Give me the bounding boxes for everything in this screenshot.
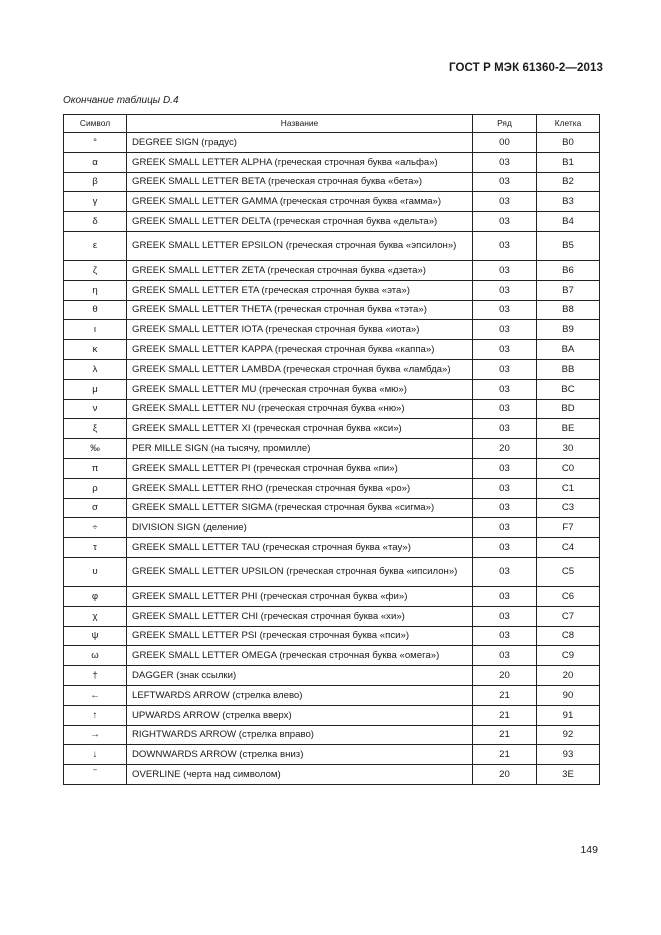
cell-code-cell: B3 [537,192,600,212]
symbol-cell: δ [64,212,127,232]
cell-code-cell: C3 [537,498,600,518]
row-code-cell: 03 [473,399,537,419]
row-code-cell: 03 [473,557,537,586]
row-code-cell: 21 [473,705,537,725]
row-code-cell: 03 [473,231,537,260]
table-row [64,725,600,745]
row-code-cell: 21 [473,725,537,745]
cell-code-cell: B9 [537,320,600,340]
table-row [64,260,600,280]
symbol-cell: ε [64,231,127,260]
symbol-cell: ° [64,133,127,153]
symbol-cell: → [64,725,127,745]
cell-code-cell: BE [537,419,600,439]
row-code-cell: 03 [473,320,537,340]
symbol-cell: λ [64,359,127,379]
name-cell: GREEK SMALL LETTER LAMBDA (греческая строчная буква «ламбда») [127,359,473,379]
symbol-cell: ψ [64,626,127,646]
name-cell: GREEK SMALL LETTER ZETA (греческая строчная буква «дзета») [127,260,473,280]
table-caption: Окончание таблицы D.4 [63,95,179,106]
cell-code-cell: 92 [537,725,600,745]
symbol-cell: † [64,666,127,686]
name-cell: DAGGER (знак ссылки) [127,666,473,686]
cell-code-cell: B2 [537,172,600,192]
table-row [64,458,600,478]
document-header: ГОСТ Р МЭК 61360-2—2013 [449,62,603,74]
symbol-cell: ↓ [64,745,127,765]
symbol-cell: π [64,458,127,478]
cell-code-cell: 20 [537,666,600,686]
cell-code-cell: BA [537,340,600,360]
row-code-cell: 03 [473,478,537,498]
cell-code-cell: C8 [537,626,600,646]
name-cell: DIVISION SIGN (деление) [127,518,473,538]
table-row [64,419,600,439]
table-row [64,399,600,419]
name-cell: OVERLINE (черта над символом) [127,765,473,785]
row-code-cell: 03 [473,379,537,399]
row-code-cell: 00 [473,133,537,153]
name-cell: GREEK SMALL LETTER DELTA (греческая строчная буква «дельта») [127,212,473,232]
table-row [64,666,600,686]
row-code-cell: 03 [473,172,537,192]
table-row [64,320,600,340]
name-cell: GREEK SMALL LETTER NU (греческая строчная буква «ню») [127,399,473,419]
symbol-cell: χ [64,606,127,626]
symbol-cell: ω [64,646,127,666]
table-row [64,745,600,765]
name-cell: GREEK SMALL LETTER RHO (греческая строчная буква «ро») [127,478,473,498]
page-number: 149 [580,844,598,856]
name-cell: GREEK SMALL LETTER ETA (греческая строчная буква «эта») [127,280,473,300]
row-code-cell: 20 [473,666,537,686]
name-cell: GREEK SMALL LETTER GAMMA (греческая строчная буква «гамма») [127,192,473,212]
row-code-cell: 03 [473,646,537,666]
symbol-cell: ρ [64,478,127,498]
name-cell: RIGHTWARDS ARROW (стрелка вправо) [127,725,473,745]
cell-code-cell: C7 [537,606,600,626]
cell-code-cell: 93 [537,745,600,765]
symbol-cell: η [64,280,127,300]
symbol-cell: κ [64,340,127,360]
row-code-cell: 03 [473,260,537,280]
symbol-cell: φ [64,586,127,606]
table-row [64,379,600,399]
name-cell: GREEK SMALL LETTER IOTA (греческая строчная буква «иота») [127,320,473,340]
cell-code-cell: B1 [537,152,600,172]
table-row [64,586,600,606]
row-code-cell: 03 [473,458,537,478]
name-cell: UPWARDS ARROW (стрелка вверх) [127,705,473,725]
row-code-cell: 03 [473,419,537,439]
row-code-cell: 03 [473,498,537,518]
table-row [64,626,600,646]
cell-code-cell: C4 [537,538,600,558]
name-cell: GREEK SMALL LETTER PSI (греческая строчная буква «пси») [127,626,473,646]
table-row [64,340,600,360]
cell-code-cell: 90 [537,685,600,705]
table-row [64,498,600,518]
symbol-cell: ‾ [64,765,127,785]
table-header-row [64,115,600,133]
name-cell: DEGREE SIGN (градус) [127,133,473,153]
name-cell: DOWNWARDS ARROW (стрелка вниз) [127,745,473,765]
table-row [64,538,600,558]
name-cell: GREEK SMALL LETTER OMEGA (греческая строчная буква «омега») [127,646,473,666]
cell-code-cell: C5 [537,557,600,586]
row-code-cell: 21 [473,685,537,705]
symbol-cell: γ [64,192,127,212]
row-code-cell: 21 [473,745,537,765]
column-header-cell: Клетка [537,115,600,133]
cell-code-cell: 91 [537,705,600,725]
symbol-cell: ι [64,320,127,340]
row-code-cell: 20 [473,765,537,785]
row-code-cell: 03 [473,340,537,360]
symbol-cell: ξ [64,419,127,439]
row-code-cell: 03 [473,586,537,606]
symbol-cell: μ [64,379,127,399]
symbol-cell: θ [64,300,127,320]
table-row [64,152,600,172]
cell-code-cell: C0 [537,458,600,478]
row-code-cell: 03 [473,606,537,626]
cell-code-cell: 3E [537,765,600,785]
cell-code-cell: B6 [537,260,600,280]
cell-code-cell: BD [537,399,600,419]
table-row [64,212,600,232]
row-code-cell: 03 [473,152,537,172]
name-cell: GREEK SMALL LETTER KAPPA (греческая строчная буква «каппа») [127,340,473,360]
row-code-cell: 03 [473,280,537,300]
cell-code-cell: B8 [537,300,600,320]
cell-code-cell: BC [537,379,600,399]
table-row [64,478,600,498]
table-body [64,133,600,785]
cell-code-cell: B4 [537,212,600,232]
table-row [64,280,600,300]
cell-code-cell: 30 [537,439,600,459]
name-cell: GREEK SMALL LETTER PHI (греческая строчная буква «фи») [127,586,473,606]
table-row [64,518,600,538]
cell-code-cell: C9 [537,646,600,666]
table-row [64,646,600,666]
table-row [64,192,600,212]
row-code-cell: 03 [473,538,537,558]
table-row [64,765,600,785]
table-row [64,359,600,379]
row-code-cell: 20 [473,439,537,459]
table-row [64,231,600,260]
cell-code-cell: BB [537,359,600,379]
row-code-cell: 03 [473,212,537,232]
column-header-name: Название [127,115,473,133]
row-code-cell: 03 [473,518,537,538]
name-cell: GREEK SMALL LETTER THETA (греческая строчная буква «тэта») [127,300,473,320]
row-code-cell: 03 [473,626,537,646]
table-row [64,300,600,320]
symbol-cell: τ [64,538,127,558]
table-row [64,439,600,459]
symbol-cell: υ [64,557,127,586]
symbol-cell: ÷ [64,518,127,538]
symbol-cell: α [64,152,127,172]
name-cell: GREEK SMALL LETTER TAU (греческая строчная буква «тау») [127,538,473,558]
symbol-cell: ν [64,399,127,419]
row-code-cell: 03 [473,359,537,379]
name-cell: PER MILLE SIGN (на тысячу, промилле) [127,439,473,459]
column-header-row: Ряд [473,115,537,133]
column-header-symbol: Символ [64,115,127,133]
symbol-cell: ‰ [64,439,127,459]
name-cell: GREEK SMALL LETTER CHI (греческая строчная буква «хи») [127,606,473,626]
cell-code-cell: C6 [537,586,600,606]
row-code-cell: 03 [473,300,537,320]
symbol-cell: σ [64,498,127,518]
name-cell: LEFTWARDS ARROW (стрелка влево) [127,685,473,705]
table-row [64,172,600,192]
name-cell: GREEK SMALL LETTER MU (греческая строчная буква «мю») [127,379,473,399]
cell-code-cell: C1 [537,478,600,498]
cell-code-cell: B5 [537,231,600,260]
cell-code-cell: F7 [537,518,600,538]
table-row [64,685,600,705]
row-code-cell: 03 [473,192,537,212]
symbol-cell: ↑ [64,705,127,725]
table-row [64,606,600,626]
name-cell: GREEK SMALL LETTER EPSILON (греческая строчная буква «эпсилон») [127,231,473,260]
symbol-cell: β [64,172,127,192]
symbol-cell: ζ [64,260,127,280]
table-row [64,705,600,725]
table-row [64,133,600,153]
symbols-table [63,114,600,785]
symbol-cell: ← [64,685,127,705]
name-cell: GREEK SMALL LETTER UPSILON (греческая строчная буква «ипсилон») [127,557,473,586]
cell-code-cell: B7 [537,280,600,300]
name-cell: GREEK SMALL LETTER XI (греческая строчная буква «кси») [127,419,473,439]
name-cell: GREEK SMALL LETTER BETA (греческая строчная буква «бета») [127,172,473,192]
name-cell: GREEK SMALL LETTER PI (греческая строчная буква «пи») [127,458,473,478]
cell-code-cell: B0 [537,133,600,153]
table-row [64,557,600,586]
name-cell: GREEK SMALL LETTER SIGMA (греческая строчная буква «сигма») [127,498,473,518]
name-cell: GREEK SMALL LETTER ALPHA (греческая строчная буква «альфа») [127,152,473,172]
